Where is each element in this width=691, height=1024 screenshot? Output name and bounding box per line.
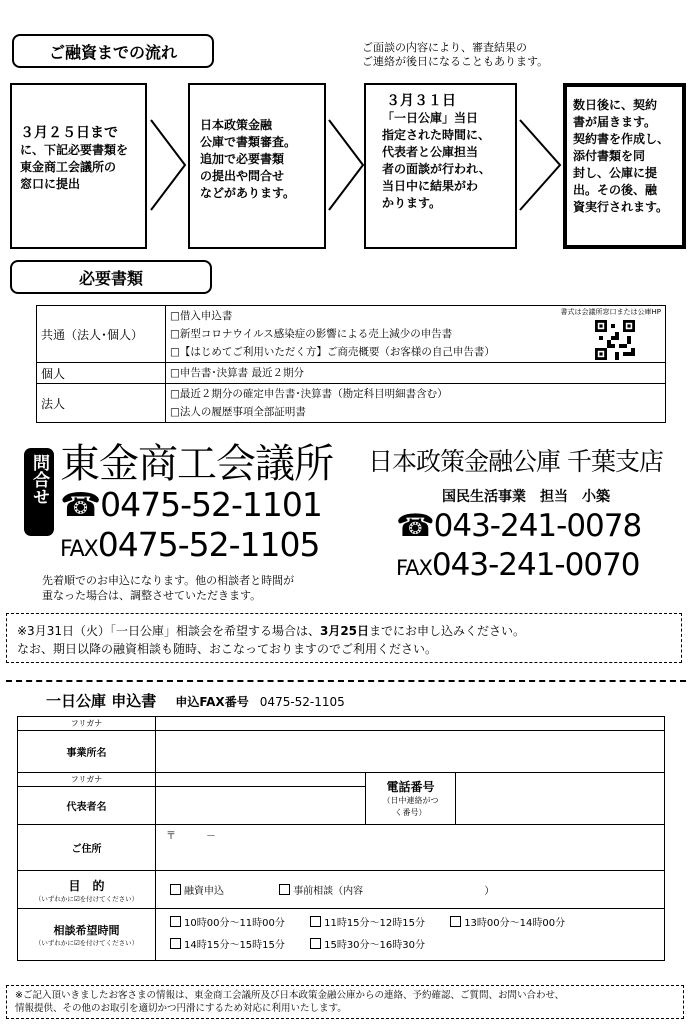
privacy-line: 情報提供、その他のお取引を適切かつ円滑にするため対応に利用いたします。 bbox=[15, 1003, 347, 1014]
notice-deadline: 3月25日 bbox=[319, 624, 370, 638]
step-line: ３月３１日 bbox=[386, 93, 456, 109]
inquiry-badge-label: 問合せ bbox=[29, 454, 49, 505]
purpose-close: ） bbox=[484, 886, 495, 897]
application-form bbox=[17, 716, 665, 961]
step-line: 日本政策金融 bbox=[200, 118, 273, 132]
step-line: 資実行されます。 bbox=[573, 200, 669, 214]
step-line: 「一日公庫」当日 bbox=[382, 111, 479, 125]
qr-code-icon bbox=[595, 320, 635, 360]
doc-item: □新型コロナウイルス感染症の影響による売上減少の申告書 bbox=[170, 328, 453, 340]
time-row bbox=[170, 913, 661, 935]
checkbox-icon[interactable] bbox=[310, 916, 321, 927]
step-line: 追加で必要書類 bbox=[200, 152, 285, 166]
checkbox-icon[interactable] bbox=[170, 938, 181, 949]
time-option: 14時15分～15時15分 bbox=[184, 939, 285, 951]
docs-table bbox=[36, 305, 666, 423]
office-furigana-field[interactable] bbox=[156, 717, 665, 731]
phone-label-cell bbox=[366, 773, 456, 825]
time-label: 相談希望時間 bbox=[53, 924, 120, 937]
time-option: 13時00分～14時00分 bbox=[464, 917, 566, 929]
chevron-arrow-icon bbox=[149, 118, 189, 212]
flow-step-4 bbox=[563, 83, 686, 249]
chevron-arrow-icon bbox=[327, 118, 367, 212]
table-row bbox=[18, 773, 665, 787]
table-row bbox=[37, 363, 666, 384]
notice-box bbox=[6, 613, 682, 663]
step-line: かります。 bbox=[382, 196, 442, 210]
step-line: 代表者と公庫担当 bbox=[382, 145, 479, 159]
step-line: ３月２５日まで bbox=[20, 125, 118, 141]
step-line: 封し、公庫に提 bbox=[573, 166, 658, 180]
table-row bbox=[18, 871, 665, 909]
chevron-arrow-icon bbox=[518, 118, 564, 212]
rep-furigana-field[interactable] bbox=[156, 773, 366, 787]
doc-item: □法人の履歴事項全部証明書 bbox=[170, 406, 306, 418]
fax-label: FAX bbox=[396, 556, 432, 580]
checkbox-icon[interactable] bbox=[310, 938, 321, 949]
step-line: 数日後に、契約 bbox=[573, 98, 658, 112]
table-row bbox=[18, 717, 665, 731]
flow-step-3 bbox=[364, 83, 517, 249]
notice-line: なお、期日以降の融資相談も随時、おこなっておりますのでご利用ください。 bbox=[17, 642, 438, 656]
office-label: 事業所名 bbox=[18, 731, 156, 773]
notice-text: ※3月31日（火）「一日公庫」相談会を希望する場合は、 bbox=[17, 624, 320, 638]
checkbox-icon[interactable] bbox=[279, 884, 290, 895]
form-header bbox=[46, 690, 345, 711]
flow-note-line: ご面談の内容により、審査結果の bbox=[362, 41, 527, 54]
docs-row-items bbox=[166, 363, 666, 384]
step-line: 契約書を作成し、 bbox=[573, 132, 670, 146]
time-option: 10時00分～11時00分 bbox=[184, 917, 285, 929]
time-label-cell bbox=[18, 909, 156, 961]
address-field[interactable] bbox=[156, 825, 665, 871]
phone-icon: ☎ bbox=[396, 508, 434, 544]
doc-item: □申告書･決算書 最近２期分 bbox=[170, 367, 305, 379]
rep-name-field[interactable] bbox=[156, 787, 366, 825]
flow-note-line: ご連絡が後日になることもあります。 bbox=[362, 55, 549, 68]
checkbox-icon[interactable] bbox=[170, 884, 181, 895]
step-line: の提出や問合せ bbox=[200, 169, 285, 183]
jfc-fax-number: 043-241-0070 bbox=[431, 547, 640, 583]
docs-row-label: 共通（法人･個人） bbox=[37, 306, 166, 363]
step-line: 当日中に結果がわ bbox=[382, 179, 479, 193]
chamber-fax-number: 0475-52-1105 bbox=[97, 525, 320, 564]
step-line: 出。その後、融 bbox=[573, 183, 658, 197]
checkbox-icon[interactable] bbox=[450, 916, 461, 927]
chamber-name: 東金商工会議所 bbox=[60, 441, 333, 487]
table-row bbox=[37, 384, 666, 423]
step-line: に、下記必要書類を bbox=[20, 143, 129, 157]
table-row bbox=[37, 306, 666, 363]
rep-label: 代表者名 bbox=[18, 787, 156, 825]
jfc-name: 日本政策金融公庫 千葉支店 bbox=[368, 447, 663, 476]
phone-sub: （日中連絡がつ bbox=[382, 795, 439, 805]
contact-note bbox=[42, 573, 294, 603]
postal-mark: 〒 － bbox=[166, 831, 216, 842]
step-line: 指定された時間に、 bbox=[382, 128, 491, 142]
checkbox-icon[interactable] bbox=[170, 916, 181, 927]
docs-title: 必要書類 bbox=[10, 260, 212, 294]
step-line: 書が届きます。 bbox=[573, 115, 657, 129]
flow-step-2 bbox=[188, 83, 326, 249]
table-row bbox=[18, 731, 665, 773]
privacy-box bbox=[6, 985, 684, 1019]
chamber-fax bbox=[60, 525, 320, 570]
time-row bbox=[170, 935, 661, 957]
step-line: 窓口に提出 bbox=[20, 177, 81, 191]
form-title: 一日公庫 申込書 bbox=[46, 692, 157, 710]
address-label: ご住所 bbox=[18, 825, 156, 871]
form-fax-number: 0475-52-1105 bbox=[259, 695, 345, 709]
flow-step-1 bbox=[10, 83, 147, 249]
step-line: 公庫で書類審査。 bbox=[200, 135, 297, 149]
step-line: 添付書類を同 bbox=[573, 149, 646, 163]
phone-icon: ☎ bbox=[60, 485, 101, 524]
docs-row-label: 個人 bbox=[37, 363, 166, 384]
step-line: などがあります。 bbox=[200, 186, 296, 200]
fax-label: 申込FAX番号 bbox=[175, 695, 249, 709]
office-name-field[interactable] bbox=[156, 731, 665, 773]
check-hint: （いずれかに☑を付けてください） bbox=[34, 939, 139, 947]
contact-note-line: 先着順でのお申込になります。他の相談者と時間が bbox=[42, 574, 295, 587]
docs-row-items bbox=[166, 384, 666, 423]
docs-row-label: 法人 bbox=[37, 384, 166, 423]
jfc-dept: 国民生活事業 担当 小築 bbox=[442, 489, 610, 505]
notice-line bbox=[17, 622, 681, 640]
time-option: 11時15分～12時15分 bbox=[324, 917, 425, 929]
privacy-line: ※ご記入頂いきましたお客さまの情報は、東金商工会議所及び日本政策金融公庫からの連絡、予約確認、ご質問、お問い合わせ、 bbox=[15, 990, 565, 1001]
chamber-tel: 0475-52-1101 bbox=[100, 485, 322, 524]
phone-field[interactable] bbox=[456, 773, 665, 825]
notice-text: までにお申し込みください。 bbox=[369, 624, 526, 638]
doc-item: □【はじめてご利用いただく方】ご商売概要（お客様の自己申告書） bbox=[170, 346, 495, 358]
purpose-consult-label: 事前相談（内容 bbox=[293, 886, 364, 897]
doc-item: □借入申込書 bbox=[170, 310, 233, 322]
check-hint: （いずれかに☑を付けてください） bbox=[34, 894, 139, 903]
jfc-fax bbox=[396, 545, 640, 588]
step-line: 者の面談が行われ、 bbox=[382, 162, 491, 176]
time-option: 15時30分～16時30分 bbox=[324, 939, 425, 951]
furigana-label: フリガナ bbox=[18, 717, 156, 731]
cut-line bbox=[6, 680, 686, 682]
phone-sub: く番号） bbox=[394, 807, 427, 817]
purpose-label: 目 的 bbox=[68, 878, 105, 893]
fax-label: FAX bbox=[60, 537, 98, 562]
purpose-label-cell bbox=[18, 871, 156, 909]
flow-title: ご融資までの流れ bbox=[12, 34, 214, 68]
phone-label: 電話番号 bbox=[386, 779, 435, 794]
step-line: 東金商工会議所の bbox=[20, 160, 117, 174]
furigana-label: フリガナ bbox=[18, 773, 156, 787]
time-options bbox=[156, 909, 665, 961]
doc-item: □最近２期分の確定申告書･決算書（勘定科目明細書含む） bbox=[170, 388, 448, 400]
inquiry-badge bbox=[24, 448, 54, 536]
purpose-options bbox=[156, 871, 665, 909]
docs-row-items bbox=[166, 306, 666, 363]
table-row bbox=[18, 909, 665, 961]
jfc-phone bbox=[396, 506, 641, 546]
table-row bbox=[18, 825, 665, 871]
contact-note-line: 重なった場合は、調整させていただきます。 bbox=[42, 589, 262, 602]
chamber-phone bbox=[60, 485, 322, 525]
jfc-tel: 043-241-0078 bbox=[433, 508, 642, 544]
flow-note bbox=[362, 41, 548, 69]
purpose-loan-label: 融資申込 bbox=[184, 886, 224, 897]
qr-note: 書式は会議所窓口または公庫HP bbox=[560, 308, 661, 316]
